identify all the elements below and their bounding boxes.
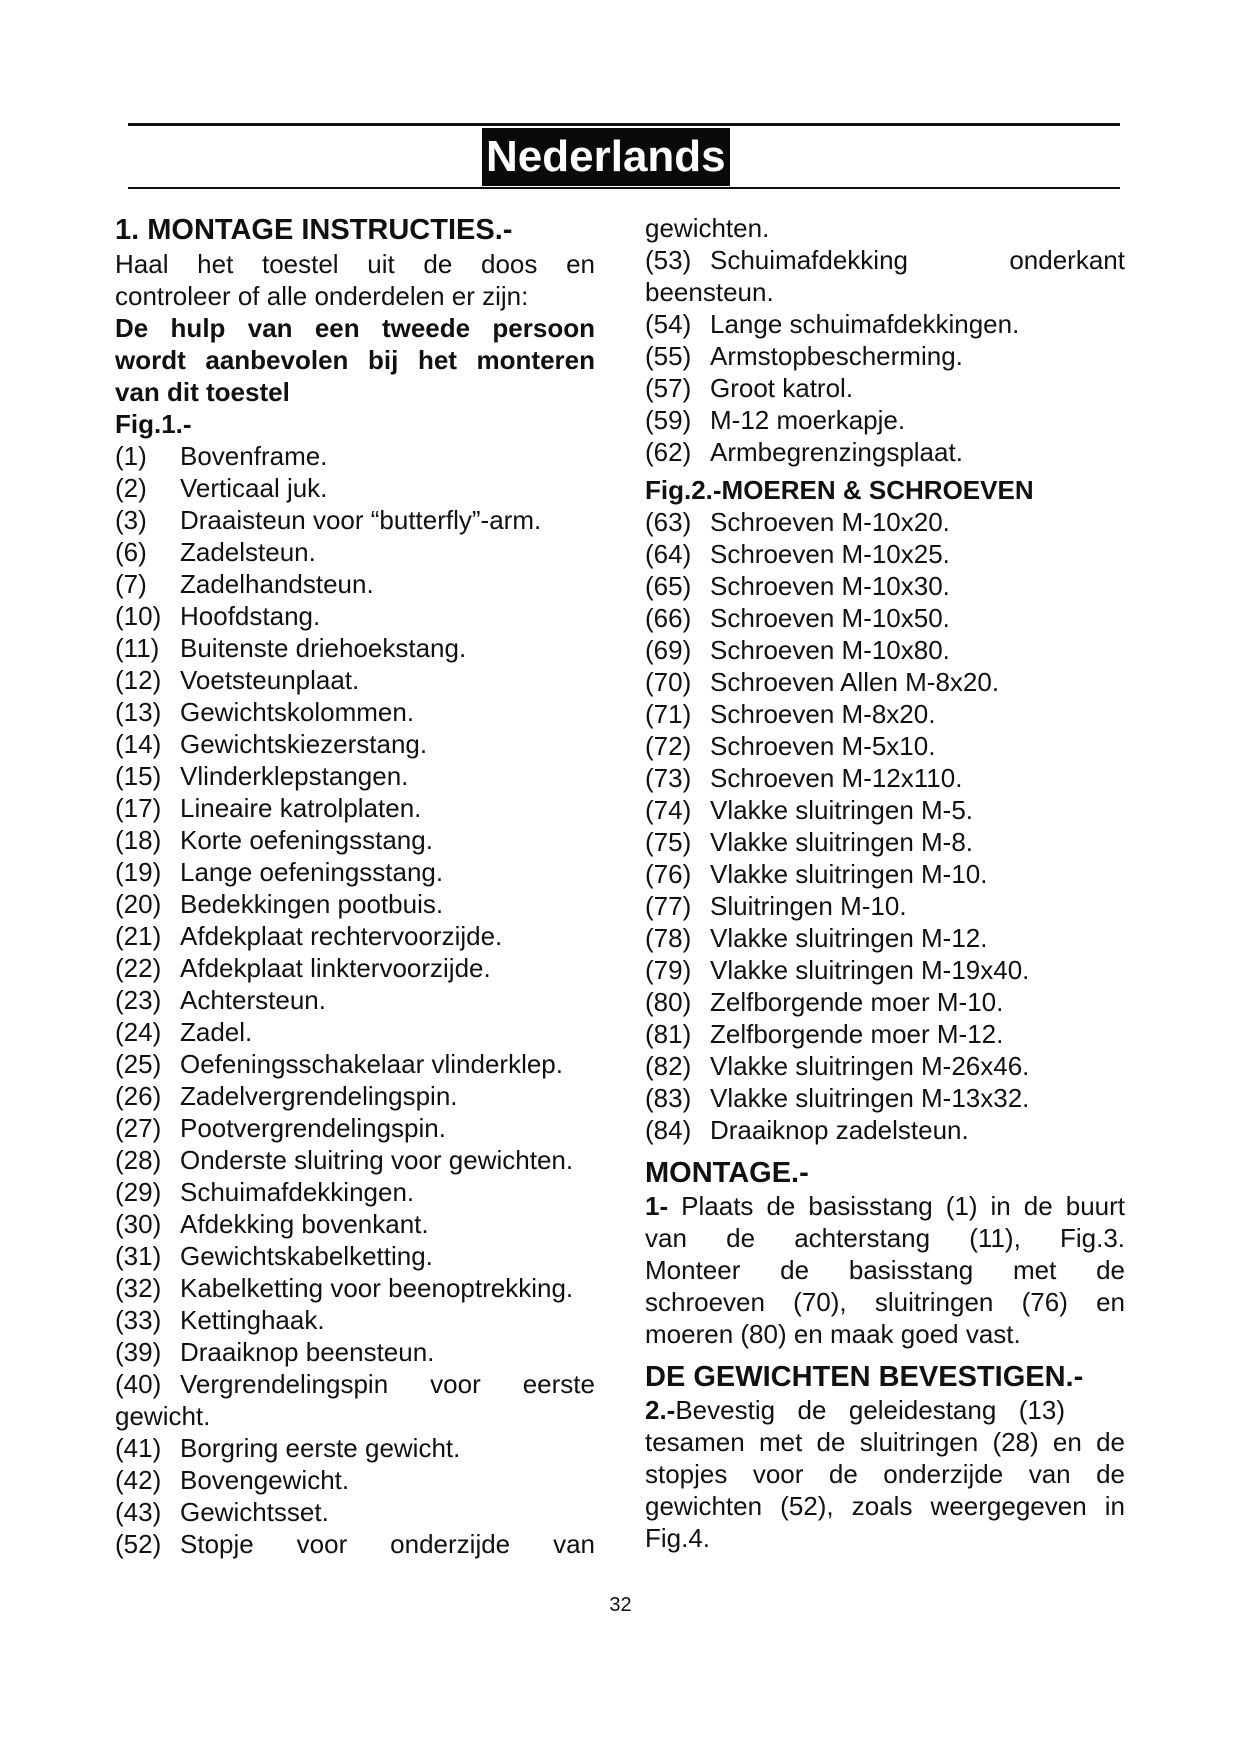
item-number: (74) bbox=[645, 795, 692, 825]
list-item bbox=[115, 1432, 595, 1464]
item-text: Schroeven M-10x20. bbox=[710, 507, 950, 537]
item-text: Afdekplaat linktervoorzijde. bbox=[180, 953, 491, 983]
fasteners-list bbox=[645, 506, 1125, 1146]
header-rule-bottom bbox=[128, 187, 1120, 189]
list-item bbox=[645, 308, 1125, 340]
note-line: De hulp van een tweede persoon bbox=[115, 313, 595, 343]
list-item bbox=[645, 954, 1125, 986]
item-text: Groot katrol. bbox=[710, 373, 854, 403]
item-text: Kettinghaak. bbox=[180, 1305, 325, 1335]
section-heading: 1. MONTAGE INSTRUCTIES.- bbox=[115, 214, 513, 246]
list-item bbox=[115, 504, 595, 536]
item-number: (81) bbox=[645, 1019, 692, 1049]
list-item bbox=[645, 372, 1125, 404]
item-text: Zadelsteun. bbox=[180, 537, 316, 567]
item-number: (40) bbox=[115, 1369, 162, 1399]
list-item bbox=[115, 1272, 595, 1304]
item-text: Stopje voor onderzijde van bbox=[180, 1529, 595, 1559]
item-number: (32) bbox=[115, 1273, 162, 1303]
item-text: M-12 moerkapje. bbox=[710, 405, 906, 435]
list-item bbox=[645, 506, 1125, 538]
list-item bbox=[645, 1050, 1125, 1082]
item-number: (52) bbox=[115, 1529, 162, 1559]
item-number: (63) bbox=[645, 507, 692, 537]
item-number: (25) bbox=[115, 1049, 162, 1079]
item-number: (30) bbox=[115, 1209, 162, 1239]
list-item bbox=[115, 952, 595, 984]
list-item bbox=[115, 1464, 595, 1496]
step-text: Bevestig de geleidestang (13) bbox=[675, 1395, 1065, 1425]
item-text: Bovengewicht. bbox=[180, 1465, 350, 1495]
item-number: (70) bbox=[645, 667, 692, 697]
list-item bbox=[115, 1496, 595, 1528]
item-number: (43) bbox=[115, 1497, 162, 1527]
item-text: Bovenframe. bbox=[180, 441, 328, 471]
weights-step-line: tesamen met de sluitringen (28) en de bbox=[645, 1427, 1125, 1457]
item-number: (31) bbox=[115, 1241, 162, 1271]
item-text: Vlinderklepstangen. bbox=[180, 761, 409, 791]
item-text: Gewichtsset. bbox=[180, 1497, 329, 1527]
item-number: (71) bbox=[645, 699, 692, 729]
item-number: (66) bbox=[645, 603, 692, 633]
item-number: (75) bbox=[645, 827, 692, 857]
item-text: Schroeven M-10x50. bbox=[710, 603, 950, 633]
item-text: Afdekking bovenkant. bbox=[180, 1209, 429, 1239]
montage-step-line: Monteer de basisstang met de bbox=[645, 1255, 1125, 1285]
list-item bbox=[645, 538, 1125, 570]
item-text: Schroeven M-12x110. bbox=[710, 763, 963, 793]
item-number: (11) bbox=[115, 633, 160, 663]
item-text: Vlakke sluitringen M-5. bbox=[710, 795, 973, 825]
list-item bbox=[645, 922, 1125, 954]
item-text: Zelfborgende moer M-10. bbox=[710, 987, 1004, 1017]
item-text: Kabelketting voor beenoptrekking. bbox=[180, 1273, 574, 1303]
item-text: Borgring eerste gewicht. bbox=[180, 1433, 461, 1463]
item-number: (27) bbox=[115, 1113, 162, 1143]
weights-step-line: Fig.4. bbox=[645, 1523, 711, 1553]
list-item bbox=[115, 1016, 595, 1048]
item-continuation: gewicht. bbox=[115, 1401, 211, 1431]
item-number: (80) bbox=[645, 987, 692, 1017]
item-number: (19) bbox=[115, 857, 162, 887]
list-item bbox=[645, 634, 1125, 666]
header-rule-top bbox=[128, 123, 1120, 126]
item-text: Lange schuimafdekkingen. bbox=[710, 309, 1020, 339]
list-item bbox=[115, 1528, 595, 1560]
item-text: Schroeven Allen M-8x20. bbox=[710, 667, 1000, 697]
list-item bbox=[645, 666, 1125, 698]
item-text: Zadel. bbox=[180, 1017, 253, 1047]
item-text: Gewichtskiezerstang. bbox=[180, 729, 428, 759]
parts-list bbox=[115, 440, 595, 1368]
weights-heading: DE GEWICHTEN BEVESTIGEN.- bbox=[645, 1361, 1084, 1393]
item-text: Hoofdstang. bbox=[180, 601, 321, 631]
item-text: Vlakke sluitringen M-19x40. bbox=[710, 955, 1030, 985]
list-item bbox=[115, 1144, 595, 1176]
item-text: Pootvergrendelingspin. bbox=[180, 1113, 446, 1143]
item-number: (59) bbox=[645, 405, 692, 435]
item-text: Zadelvergrendelingspin. bbox=[180, 1081, 458, 1111]
item-text: Schuimafdekkingen. bbox=[180, 1177, 415, 1207]
item-number: (1) bbox=[115, 441, 147, 471]
list-item bbox=[645, 1018, 1125, 1050]
list-item bbox=[115, 1240, 595, 1272]
item-text: Vlakke sluitringen M-26x46. bbox=[710, 1051, 1030, 1081]
list-item bbox=[115, 696, 595, 728]
list-item bbox=[115, 1368, 595, 1400]
right-column bbox=[645, 212, 1125, 1554]
item-text: Korte oefeningsstang. bbox=[180, 825, 433, 855]
item-continuation: beensteun. bbox=[645, 277, 774, 307]
list-item bbox=[645, 244, 1125, 276]
item-number: (54) bbox=[645, 309, 692, 339]
item-text: Bedekkingen pootbuis. bbox=[180, 889, 444, 919]
list-item bbox=[115, 664, 595, 696]
item-number: (10) bbox=[115, 601, 162, 631]
list-item bbox=[115, 1176, 595, 1208]
list-item bbox=[645, 602, 1125, 634]
item-number: (82) bbox=[645, 1051, 692, 1081]
item-number: (83) bbox=[645, 1083, 692, 1113]
list-item bbox=[115, 1112, 595, 1144]
item-number: (12) bbox=[115, 665, 162, 695]
item-number: (15) bbox=[115, 761, 162, 791]
item-number: (39) bbox=[115, 1337, 162, 1367]
item-number: (53) bbox=[645, 245, 692, 275]
item-number: (17) bbox=[115, 793, 162, 823]
item-text: Armstopbescherming. bbox=[710, 341, 963, 371]
list-item bbox=[115, 856, 595, 888]
item-number: (78) bbox=[645, 923, 692, 953]
list-item bbox=[645, 794, 1125, 826]
left-column bbox=[115, 212, 595, 1560]
list-item bbox=[115, 472, 595, 504]
list-item bbox=[645, 698, 1125, 730]
weights-step-line: gewichten (52), zoals weergegeven in bbox=[645, 1491, 1125, 1521]
item-text: Verticaal juk. bbox=[180, 473, 328, 503]
note-line: wordt aanbevolen bij het monteren bbox=[115, 345, 595, 375]
item-number: (57) bbox=[645, 373, 692, 403]
list-item bbox=[645, 570, 1125, 602]
item-text: Sluitringen M-10. bbox=[710, 891, 907, 921]
list-item bbox=[115, 920, 595, 952]
item-number: (64) bbox=[645, 539, 692, 569]
item-number: (23) bbox=[115, 985, 162, 1015]
item-text: Onderste sluitring voor gewichten. bbox=[180, 1145, 574, 1175]
item-text: Vlakke sluitringen M-13x32. bbox=[710, 1083, 1030, 1113]
item-text: Zadelhandsteun. bbox=[180, 569, 374, 599]
item-text: Gewichtskolommen. bbox=[180, 697, 415, 727]
intro-line: controleer of alle onderdelen er zijn: bbox=[115, 281, 529, 311]
item-number: (79) bbox=[645, 955, 692, 985]
item-text: Draaiknop zadelsteun. bbox=[710, 1115, 969, 1145]
item-number: (20) bbox=[115, 889, 162, 919]
item-text: Voetsteunplaat. bbox=[180, 665, 360, 695]
item-number: (21) bbox=[115, 921, 162, 951]
item-text: Armbegrenzingsplaat. bbox=[710, 437, 963, 467]
list-item bbox=[645, 1082, 1125, 1114]
list-item bbox=[645, 890, 1125, 922]
item-number: (13) bbox=[115, 697, 162, 727]
montage-step-line: van de achterstang (11), Fig.3. bbox=[645, 1223, 1125, 1253]
item-text: Vergrendelingspin voor eerste bbox=[180, 1369, 595, 1399]
item-text: Buitenste driehoekstang. bbox=[180, 633, 467, 663]
list-item bbox=[115, 536, 595, 568]
item-text: Vlakke sluitringen M-12. bbox=[710, 923, 988, 953]
item-text: Lineaire katrolplaten. bbox=[180, 793, 422, 823]
item-text: Schuimafdekking onderkant bbox=[710, 245, 1125, 275]
item-number: (6) bbox=[115, 537, 147, 567]
list-item bbox=[115, 1048, 595, 1080]
item-text: Schroeven M-10x80. bbox=[710, 635, 950, 665]
item-text: Schroeven M-10x25. bbox=[710, 539, 950, 569]
list-item bbox=[115, 1336, 595, 1368]
item-number: (65) bbox=[645, 571, 692, 601]
item-number: (28) bbox=[115, 1145, 162, 1175]
item-text: Draaisteun voor “butterfly”-arm. bbox=[180, 505, 542, 535]
list-item bbox=[115, 600, 595, 632]
item-number: (29) bbox=[115, 1177, 162, 1207]
list-item bbox=[645, 986, 1125, 1018]
intro-line: Haal het toestel uit de doos en bbox=[115, 249, 595, 279]
item-number: (18) bbox=[115, 825, 162, 855]
item-text: Afdekplaat rechtervoorzijde. bbox=[180, 921, 503, 951]
item-number: (7) bbox=[115, 569, 147, 599]
montage-step-line bbox=[645, 1190, 1125, 1222]
item-text: Gewichtskabelketting. bbox=[180, 1241, 433, 1271]
item-text: Schroeven M-5x10. bbox=[710, 731, 936, 761]
item-number: (62) bbox=[645, 437, 692, 467]
list-item bbox=[645, 436, 1125, 468]
item-text: Schroeven M-10x30. bbox=[710, 571, 950, 601]
item-number: (55) bbox=[645, 341, 692, 371]
item-number: (76) bbox=[645, 859, 692, 889]
parts-list bbox=[645, 308, 1125, 468]
item-number: (73) bbox=[645, 763, 692, 793]
figure-label: Fig.2.-MOEREN & SCHROEVEN bbox=[645, 475, 1034, 505]
item-number: (69) bbox=[645, 635, 692, 665]
list-item bbox=[645, 826, 1125, 858]
item-continuation: gewichten. bbox=[645, 213, 770, 243]
item-number: (77) bbox=[645, 891, 692, 921]
item-number: (72) bbox=[645, 731, 692, 761]
weights-step-line bbox=[645, 1394, 1065, 1426]
item-text: Achtersteun. bbox=[180, 985, 326, 1015]
list-item bbox=[645, 404, 1125, 436]
parts-list bbox=[115, 1432, 595, 1528]
item-number: (41) bbox=[115, 1433, 162, 1463]
figure-label: Fig.1.- bbox=[115, 409, 192, 439]
list-item bbox=[115, 984, 595, 1016]
item-number: (22) bbox=[115, 953, 162, 983]
list-item bbox=[115, 568, 595, 600]
list-item bbox=[115, 1304, 595, 1336]
item-text: Schroeven M-8x20. bbox=[710, 699, 936, 729]
step-label: 1- bbox=[645, 1191, 669, 1221]
item-number: (42) bbox=[115, 1465, 162, 1495]
weights-step-line: stopjes voor de onderzijde van de bbox=[645, 1459, 1125, 1489]
list-item bbox=[115, 632, 595, 664]
item-text: Zelfborgende moer M-12. bbox=[710, 1019, 1004, 1049]
montage-heading: MONTAGE.- bbox=[645, 1157, 809, 1189]
item-text: Oefeningsschakelaar vlinderklep. bbox=[180, 1049, 563, 1079]
page-number: 32 bbox=[609, 1594, 632, 1616]
item-number: (33) bbox=[115, 1305, 162, 1335]
item-number: (26) bbox=[115, 1081, 162, 1111]
item-text: Lange oefeningsstang. bbox=[180, 857, 444, 887]
note-line: van dit toestel bbox=[115, 377, 290, 407]
page-title: Nederlands bbox=[482, 128, 730, 186]
item-number: (3) bbox=[115, 505, 147, 535]
item-number: (2) bbox=[115, 473, 147, 503]
list-item bbox=[115, 728, 595, 760]
item-number: (24) bbox=[115, 1017, 162, 1047]
list-item bbox=[115, 1208, 595, 1240]
list-item bbox=[115, 440, 595, 472]
list-item bbox=[645, 730, 1125, 762]
list-item bbox=[115, 792, 595, 824]
montage-step-line: schroeven (70), sluitringen (76) en bbox=[645, 1287, 1125, 1317]
list-item bbox=[645, 762, 1125, 794]
list-item bbox=[645, 340, 1125, 372]
list-item bbox=[645, 858, 1125, 890]
item-number: (14) bbox=[115, 729, 162, 759]
step-label: 2.- bbox=[645, 1395, 676, 1425]
list-item bbox=[115, 1080, 595, 1112]
list-item bbox=[115, 760, 595, 792]
list-item bbox=[115, 888, 595, 920]
step-text: Plaats de basisstang (1) in de buurt bbox=[668, 1191, 1125, 1221]
list-item bbox=[645, 1114, 1125, 1146]
list-item bbox=[115, 824, 595, 856]
montage-step-line: moeren (80) en maak goed vast. bbox=[645, 1319, 1021, 1349]
item-text: Draaiknop beensteun. bbox=[180, 1337, 435, 1367]
item-text: Vlakke sluitringen M-10. bbox=[710, 859, 988, 889]
item-number: (84) bbox=[645, 1115, 692, 1145]
item-text: Vlakke sluitringen M-8. bbox=[710, 827, 973, 857]
